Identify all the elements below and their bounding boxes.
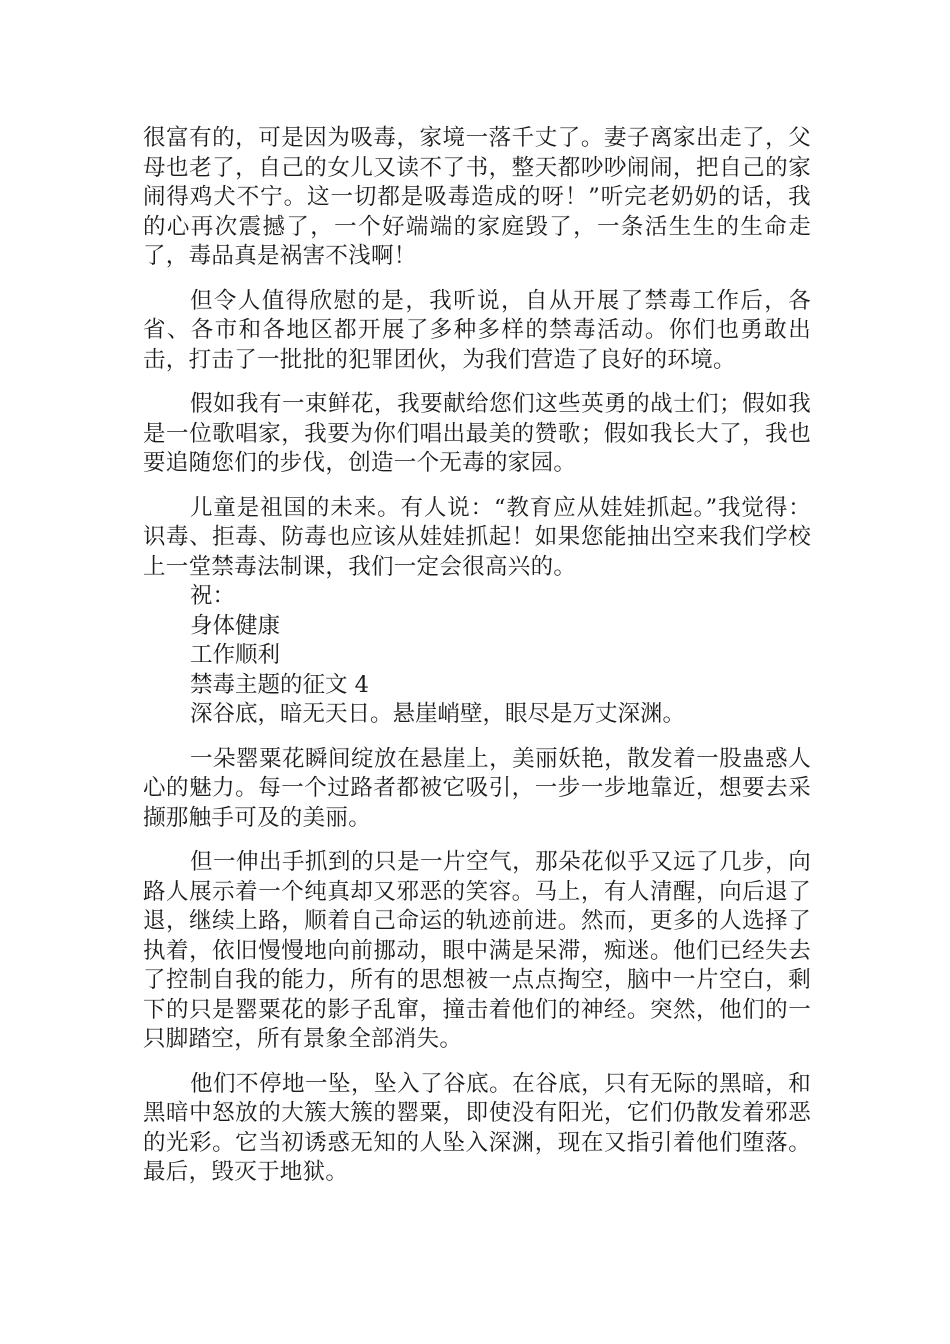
paragraph-5: 深谷底，暗无天日。悬崖峭壁，眼尽是万丈深渊。	[190, 701, 686, 727]
paragraph-8: 他们不停地一坠，坠入了谷底。在谷底，只有无际的黑暗，和黑暗中怒放的大簇大簇的罂粟，即使没有阳光，它们仍散发着邪恶的光彩。它当初诱惑无知的人坠入深渊，现在又指引着他们堕落。最后，毁灭于地狱。	[143, 1070, 811, 1185]
greeting: 祝：	[190, 583, 236, 609]
paragraph-6: 一朵罂粟花瞬间绽放在悬崖上，美丽妖艳，散发着一股蛊惑人心的魅力。每一个过路者都被它吸引，一步一步地靠近，想要去采撷那触手可及的美丽。	[143, 745, 811, 831]
paragraph-4: 儿童是祖国的未来。有人说：“教育应从娃娃抓起。”我觉得：识毒、拒毒、防毒也应该从娃娃抓起！如果您能抽出空来我们学校上一堂禁毒法制课，我们一定会很高兴的。	[143, 494, 811, 580]
section-title: 禁毒主题的征文 4	[190, 671, 369, 698]
paragraph-1: 很富有的，可是因为吸毒，家境一落千丈了。妻子离家出走了，父母也老了，自己的女儿又读不了书，整天都吵吵闹闹，把自己的家闹得鸡犬不宁。这一切都是吸毒造成的呀！”听完老奶奶的话，我的心再次震撼了，一个好端端的家庭毁了，一条活生生的生命走了，毒品真是祸害不浅啊！	[143, 125, 811, 269]
document-page	[143, 124, 811, 1188]
wish-line-2: 工作顺利	[190, 642, 281, 668]
wish-line-1: 身体健康	[190, 612, 281, 639]
paragraph-3: 假如我有一束鲜花，我要献给您们这些英勇的战士们；假如我是一位歌唱家，我要为你们唱出最美的赞歌；假如我长大了，我也要追随您们的步伐，创造一个无毒的家园。	[143, 391, 811, 476]
paragraph-7: 但一伸出手抓到的只是一片空气，那朵花似乎又远了几步，向路人展示着一个纯真却又邪恶的笑容。马上，有人清醒，向后退了退，继续上路，顺着自己命运的轨迹前进。然而，更多的人选择了执着，依旧慢慢地向前挪动，眼中满是呆滞，痴迷。他们已经失去了控制自我的能力，所有的思想被一点点掏空，脑中一片空白，剩下的只是罂粟花的影子乱窜，撞击着他们的神经。突然，他们的一只脚踏空，所有景象全部消失。	[143, 849, 811, 1052]
paragraph-2: 但令人值得欣慰的是，我听说，自从开展了禁毒工作后，各省、各市和各地区都开展了多种多样的禁毒活动。你们也勇敢出击，打击了一批批的犯罪团伙，为我们营造了良好的环境。	[143, 287, 811, 373]
